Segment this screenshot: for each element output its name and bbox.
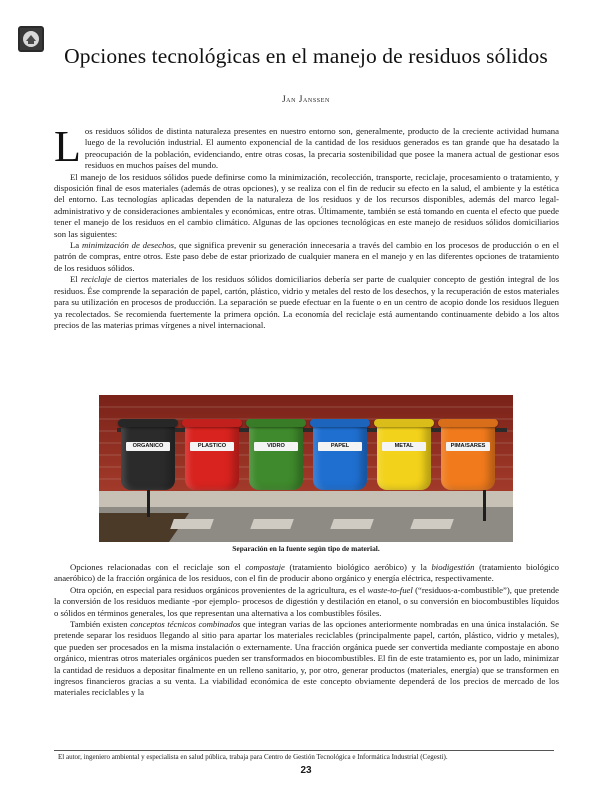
bin-label: PLASTICO	[190, 442, 234, 451]
text-span: que integran varias de las opciones anteriormente nombradas en una única instalación. Se pretende separar los residuos llegando al sitio para apartar los materiales reciclables (principalmente papel, cartón, plástico, vidrio y metales), que pueden ser procesados en la misma instalación o externamente. Una fracción orgánica puede ser convertida mediante compostaje en abono orgánico, mientras otros materiales orgánicos pueden ser transformados en biocombustibles. El fin de este tratamiento es, por un lado, minimizar la cantidad de residuos a depositar finalmente en un relleno sanitario, y, por otro, generar productos (materiales, energía) que se transformen en ingresos financieros gracias a su venta. La viabilidad económica de este concepto obviamente dependerá de los precios de mercado de los materiales reciclables y la	[54, 619, 559, 698]
paragraph-minimization	[54, 240, 559, 274]
text-span: , que significa prevenir su generación innecesaria a través del cambio en los procesos de producción o en el patrón de compras, entre otros. Este paso debe de estar priorizado de cualquier manera en el manejo y en las diferentes opciones de tratamiento de los residuos sólidos.	[54, 240, 559, 273]
text-span: La	[70, 240, 82, 251]
recycling-bin	[249, 422, 303, 490]
bin-label: PAPEL	[318, 442, 362, 451]
recycling-bin	[377, 422, 431, 490]
paragraph-recycling	[54, 274, 559, 331]
paragraph-composting	[54, 562, 559, 585]
recycling-bin	[185, 422, 239, 490]
article-body-top	[54, 122, 559, 331]
article-author: Jan Janssen	[282, 94, 330, 104]
emphasis-term: biodigestión	[431, 562, 475, 572]
bin-label: ORGANICO	[126, 442, 170, 451]
paragraph-intro	[54, 122, 559, 172]
text-span: Opciones relacionadas con el reciclaje son el	[70, 562, 246, 572]
emphasis-term: minimización de desechos	[82, 240, 175, 251]
recycling-bin	[441, 422, 495, 490]
bin-label: VIDRO	[254, 442, 298, 451]
figure-caption: Separación en la fuente según tipo de material.	[232, 544, 380, 553]
text-span: También existen	[70, 619, 131, 630]
text-span: (tratamiento biológico anaeróbico) de la fracción orgánica de los residuos, con el fin de producir abono orgánico y energía eléctrica, respectivamente.	[54, 562, 559, 584]
article-body-bottom	[54, 562, 559, 699]
text-span: (“residuos-a-combustible”), que pretende la conversión de los residuos mediante -por ejemplo- procesos de digestión y destilación en etanol, o su conversión en biocombustibles líquidos o sólidos en términos generales, los que representan una alternativa a los combustibles fósiles.	[54, 584, 559, 618]
author-footnote: El autor, ingeniero ambiental y especialista en salud pública, trabaja para Centro de Gestión Tecnológica e Informática Industrial (Cegesti).	[58, 753, 448, 761]
footnote-divider	[54, 750, 554, 751]
bin-rim	[246, 419, 306, 427]
text-span: Otra opción, en especial para residuos orgánicos provenientes de la agricultura, es el	[70, 584, 368, 595]
paragraph-waste-to-fuel	[54, 585, 559, 619]
bin-label: METAL	[382, 442, 426, 451]
bin-rim	[310, 419, 370, 427]
paragraph-combined-concepts	[54, 619, 559, 699]
drop-cap: L	[54, 122, 81, 171]
emphasis-term: conceptos técnicos combinados	[130, 619, 241, 630]
paragraph-intro-text: os residuos sólidos de distinta naturaleza presentes en nuestro entorno son, generalmente, producto de la creciente actividad humana luego de la revolución industrial. El aumento exponencial de la cantidad de los residuos generados es tan grande que ha desatado la preocupación de la población, evidenciando, entre otras cosas, la precaria sostenibilidad que posee la manera actual de gestionar esos residuos en muchos países del mundo.	[84, 126, 559, 171]
bin-rim	[118, 419, 178, 427]
text-span: El	[70, 274, 81, 285]
recycling-bins-photo	[99, 395, 513, 542]
emphasis-term: reciclaje	[80, 274, 111, 285]
text-span: (tratamiento biológico aeróbico) y la	[284, 562, 432, 572]
recycling-bin	[121, 422, 175, 490]
bin-rim	[438, 419, 498, 427]
recycling-bin	[313, 422, 367, 490]
text-span: de ciertos materiales de los residuos sólidos domiciliarios debería ser parte de cualquier concepto de gestión integral de los residuos. Ése comprende la separación de papel, cartón, plástico, vidrio y metales del resto de los desechos, y la recuperación de estos materiales para su utilización en procesos de producción. La separación se puede efectuar en la fuente o en un centro de acopio donde los residuos lleguen ya recolectados. Se recomienda fuertemente la primera opción. La economía del reciclaje está aumentando continuamente debido a los altos precios de las materias primas vírgenes a nivel internacional.	[54, 274, 559, 330]
article-title: Opciones tecnológicas en el manejo de residuos sólidos	[64, 44, 548, 68]
paragraph-definition: El manejo de los residuos sólidos puede definirse como la minimización, recolección, transporte, reciclaje, procesamiento o tratamiento, y disposición final de esos materiales (además de otras opciones), y se realiza con el fin de reducir su efecto en la salud, el ambiente y la estética del entorno. Las tecnologías aplicadas dependen de la naturaleza de los residuos y de los recursos disponibles, además del marco legal-administrativo y de consideraciones ambientales y económicas, entre otras. Últimamente, también se está tomando en cuenta el efecto que puede tener el manejo de los residuos en el cambio climático. Algunas de las opciones tecnológicas en este manejo de residuos sólidos domiciliarios son las siguientes:	[54, 171, 559, 239]
emphasis-term: waste-to-fuel	[367, 584, 413, 595]
bin-rim	[182, 419, 242, 427]
page-number: 23	[300, 765, 312, 776]
bin-rim	[374, 419, 434, 427]
emphasis-term: compostaje	[245, 562, 285, 572]
bin-label: PIMA/SARES	[446, 442, 490, 451]
